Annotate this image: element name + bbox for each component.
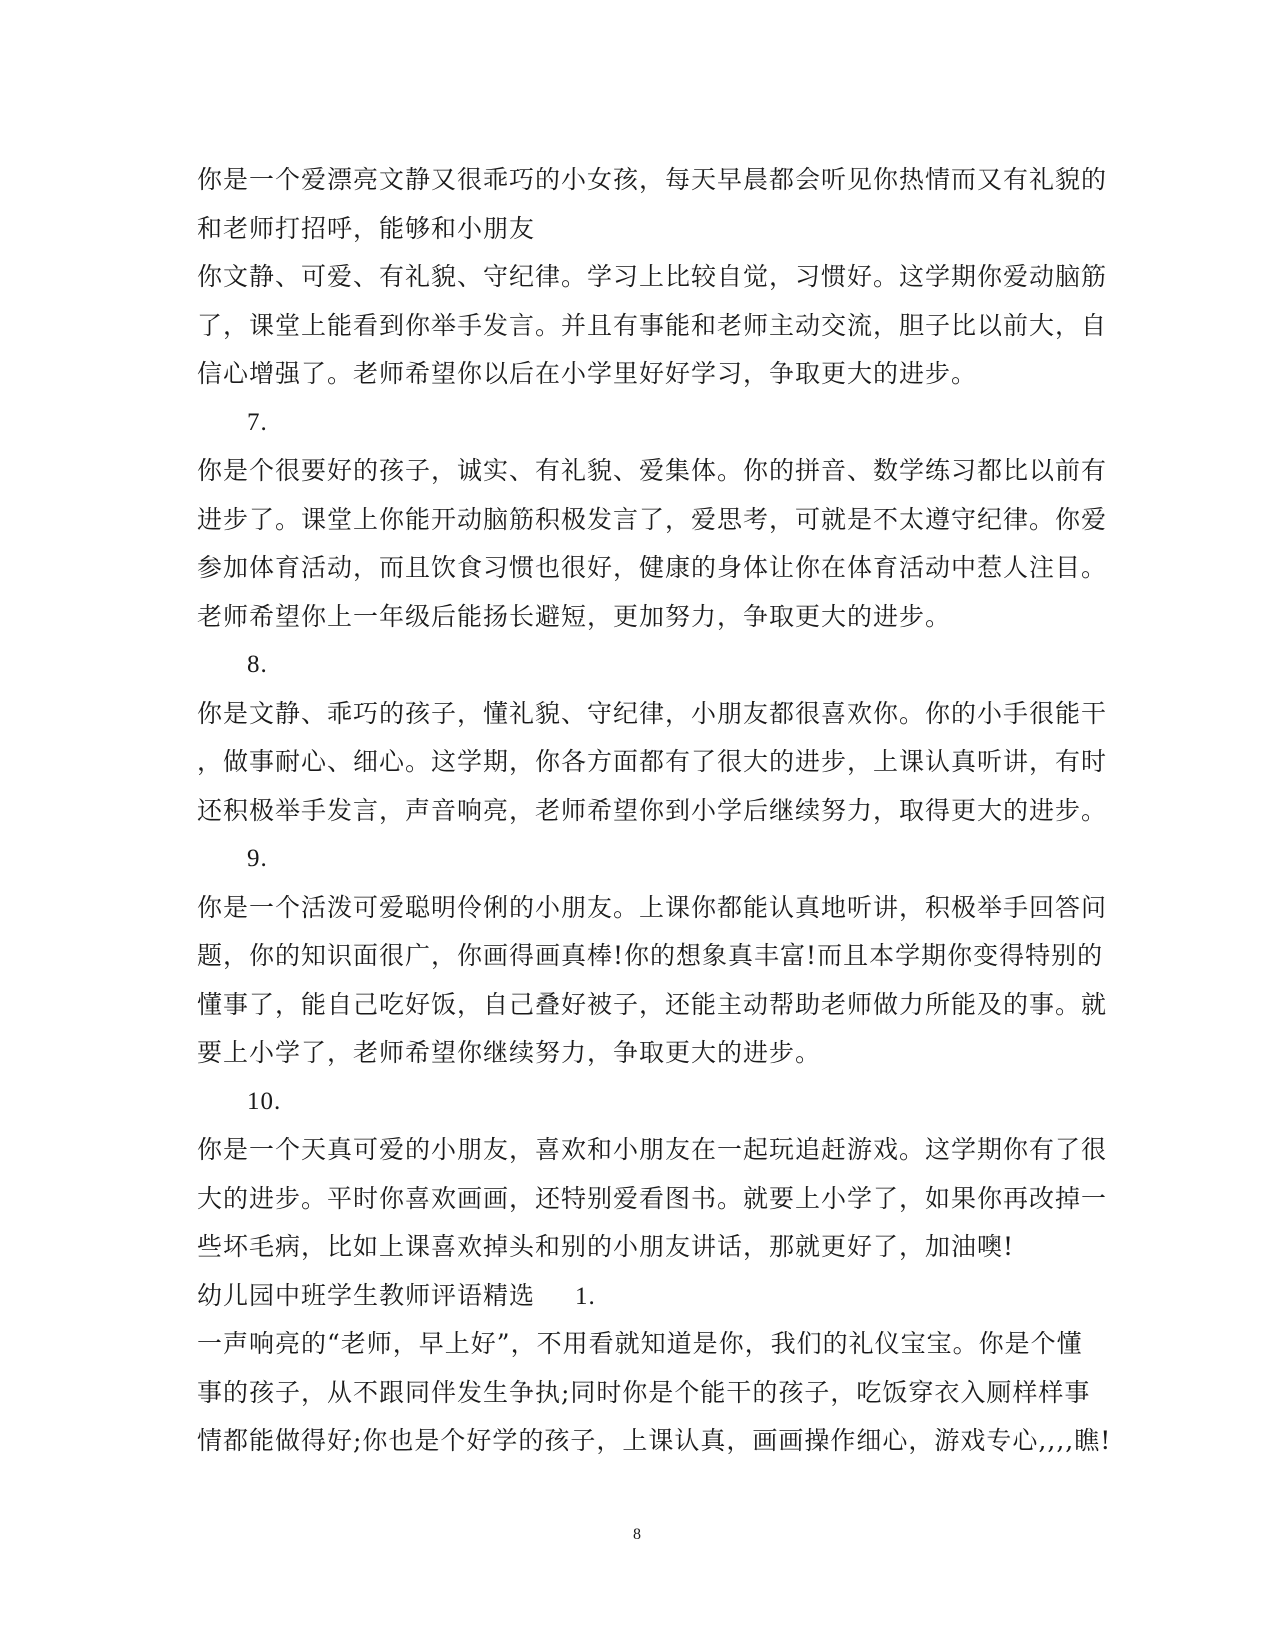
section-heading-number: 1. xyxy=(575,1282,596,1310)
text-line: 你是一个活泼可爱聪明伶俐的小朋友。上课你都能认真地听讲，积极举手回答问 xyxy=(197,892,1108,922)
text-line: 你文静、可爱、有礼貌、守纪律。学习上比较自觉，习惯好。这学期你爱动脑筋 xyxy=(197,262,1108,291)
text-line: ，做事耐心、细心。这学期，你各方面都有了很大的进步，上课认真听讲，有时 xyxy=(197,747,1108,776)
text-line: 信心增强了。老师希望你以后在小学里好好学习，争取更大的进步。 xyxy=(197,359,978,388)
text-line: 要上小学了，老师希望你继续努力，争取更大的进步。 xyxy=(197,1038,822,1067)
text-line: 大的进步。平时你喜欢画画，还特别爱看图书。就要上小学了，如果你再改掉一 xyxy=(197,1183,1108,1213)
text-line: 进步了。课堂上你能开动脑筋积极发言了，爱思考，可就是不太遵守纪律。你爱 xyxy=(197,504,1108,534)
item-number: 7. xyxy=(247,408,268,436)
page-number: 8 xyxy=(633,1526,641,1543)
item-number: 10. xyxy=(247,1087,282,1115)
text-line: 一声响亮的“老师，早上好”，不用看就知道是你，我们的礼仪宝宝。你是个懂 xyxy=(197,1329,1083,1358)
text-line: 你是文静、乖巧的孩子，懂礼貌、守纪律，小朋友都很喜欢你。你的小手很能干 xyxy=(197,698,1108,728)
text-line: 老师希望你上一年级后能扬长避短，更加努力，争取更大的进步。 xyxy=(197,601,952,631)
text-line: 还积极举手发言，声音响亮，老师希望你到小学后继续努力，取得更大的进步。 xyxy=(197,795,1108,825)
document-body xyxy=(197,156,1112,1466)
text-line: 事的孩子，从不跟同伴发生争执;同时你是个能干的孩子，吃饭穿衣入厕样样事 xyxy=(197,1377,1091,1407)
item-number: 9. xyxy=(247,845,268,872)
text-line: 你是一个爱漂亮文静又很乖巧的小女孩，每天早晨都会听见你热情而又有礼貌的 xyxy=(197,165,1108,194)
text-line: 些坏毛病，比如上课喜欢掉头和别的小朋友讲话，那就更好了，加油噢! xyxy=(197,1232,1015,1261)
text-line: 懂事了，能自己吃好饭，自己叠好被子，还能主动帮助老师做力所能及的事。就 xyxy=(197,989,1108,1019)
text-line: 题，你的知识面很广，你画得画真棒!你的想象真丰富!而且本学期你变得特别的 xyxy=(197,941,1104,970)
text-line: 你是个很要好的孩子，诚实、有礼貌、爱集体。你的拼音、数学练习都比以前有 xyxy=(197,456,1108,485)
section-heading: 幼儿园中班学生教师评语精选 xyxy=(197,1280,536,1310)
text-line: 情都能做得好;你也是个好学的孩子，上课认真，画画操作细心，游戏专心,,,,瞧! xyxy=(197,1426,1112,1455)
item-number: 8. xyxy=(247,651,268,678)
text-line: 参加体育活动，而且饮食习惯也很好，健康的身体让你在体育活动中惹人注目。 xyxy=(197,553,1108,582)
section-heading-line xyxy=(197,1272,1069,1321)
text-line: 了，课堂上能看到你举手发言。并且有事能和老师主动交流，胆子比以前大，自 xyxy=(197,310,1108,340)
text-line: 你是一个天真可爱的小朋友，喜欢和小朋友在一起玩追赶游戏。这学期你有了很 xyxy=(197,1135,1108,1164)
text-line: 和老师打招呼，能够和小朋友 xyxy=(197,213,536,243)
